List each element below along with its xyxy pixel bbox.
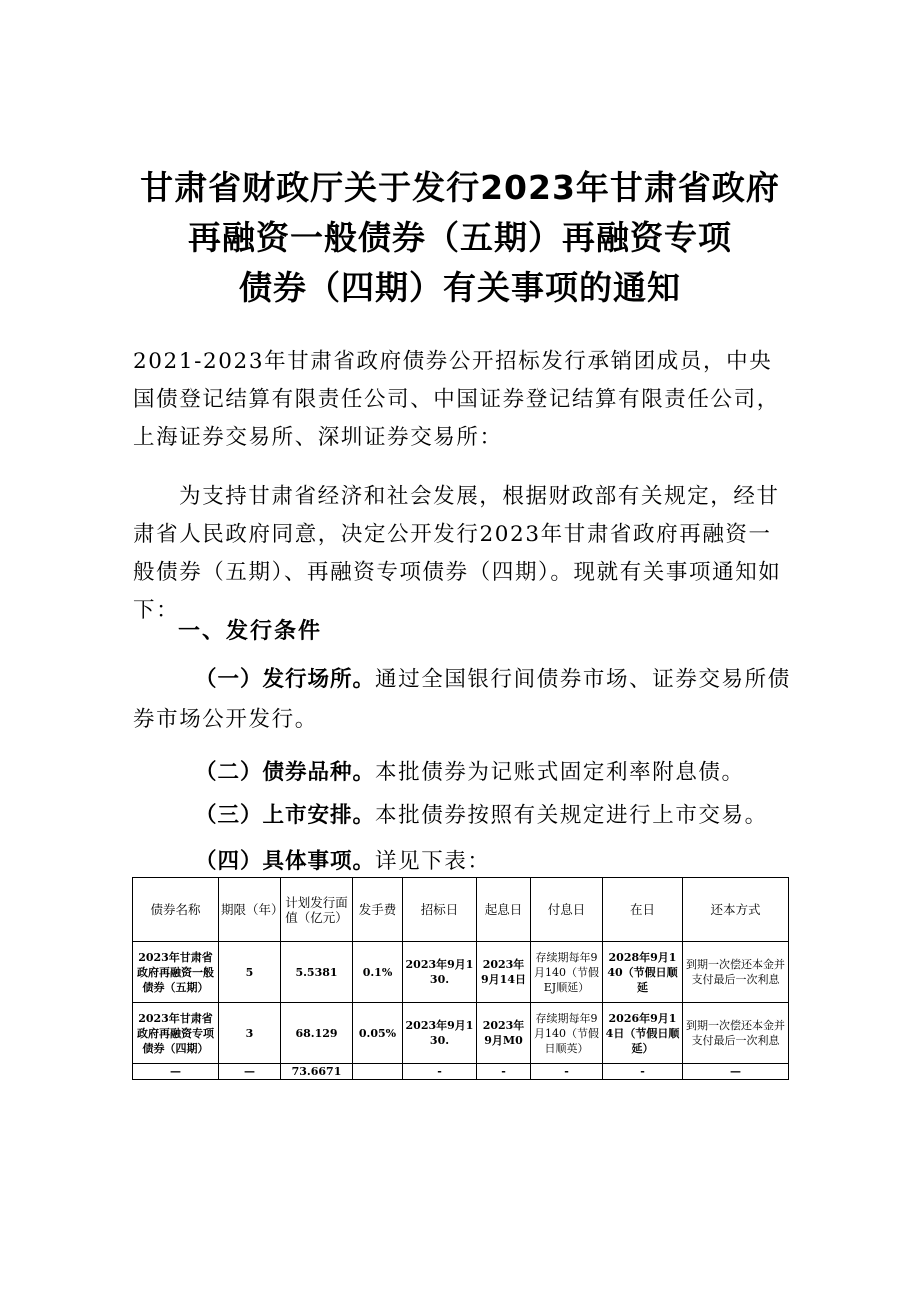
total-cell: -: [477, 1064, 531, 1080]
cell-auction-date: 2023年9月130.: [403, 1003, 477, 1064]
total-cell: —: [683, 1064, 789, 1080]
cell-term: 5: [219, 942, 281, 1003]
header-interest-date: 付息日: [531, 878, 603, 942]
table-header-row: [133, 878, 789, 942]
cell-bond-name: 2023年甘肃省政府再融资专项债券（四期）: [133, 1003, 219, 1064]
header-bond-name: 债券名称: [133, 878, 219, 942]
bond-details-table: [132, 877, 789, 1080]
header-term: 期限（年）: [219, 878, 281, 942]
cell-repayment: 到期一次偿还本金并支付最后一次利息: [683, 942, 789, 1003]
cell-interest-date: 存续期每年9月140（节假EJ顺延）: [531, 942, 603, 1003]
cell-fee: 0.05%: [353, 1003, 403, 1064]
item-lead: （二）债券品种。: [195, 760, 376, 785]
total-cell: [353, 1064, 403, 1080]
header-planned-amount: 计划发行面值（亿元）: [281, 878, 353, 942]
intro-paragraph: 为支持甘肃省经济和社会发展，根据财政部有关规定，经甘肃省人民政府同意，决定公开发行2023年甘肃省政府再融资一般债券（五期）、再融资专项债券（四期）。现就有关事项通知如下：: [133, 484, 782, 623]
item-text: 本批债券按照有关规定进行上市交易。: [375, 803, 768, 828]
header-fee: 发手费: [353, 878, 403, 942]
document-title: [60, 163, 860, 313]
header-repayment: 还本方式: [683, 878, 789, 942]
cell-term: 3: [219, 1003, 281, 1064]
section-heading-issue-conditions: 一、发行条件: [178, 619, 323, 644]
title-line-1: 甘肃省财政厅关于发行2023年甘肃省政府: [140, 168, 780, 207]
addressee-paragraph: 2021-2023年甘肃省政府债券公开招标发行承销团成员，中央国债登记结算有限责任公司、中国证券登记结算有限责任公司，上海证券交易所、深圳证券交易所：: [133, 349, 780, 450]
cell-value-date: 2023年9月M0: [477, 1003, 531, 1064]
cell-bond-name: 2023年甘肃省政府再融资一般债券（五期）: [133, 942, 219, 1003]
table-row: [133, 1003, 789, 1064]
item-lead: （三）上市安排。: [195, 803, 376, 828]
cell-maturity-date: 2028年9月140（节假日顺延: [603, 942, 683, 1003]
table-total-row: [133, 1064, 789, 1080]
header-auction-date: 招标日: [403, 878, 477, 942]
cell-value-date: 2023年9月14日: [477, 942, 531, 1003]
cell-auction-date: 2023年9月130.: [403, 942, 477, 1003]
cell-maturity-date: 2026年9月14日（节假日顺延）: [603, 1003, 683, 1064]
header-value-date: 起息日: [477, 878, 531, 942]
cell-amount: 5.5381: [281, 942, 353, 1003]
item-listing: [133, 796, 793, 836]
item-text: 本批债券为记账式固定利率附息债。: [375, 760, 745, 785]
item-lead: （四）具体事项。: [195, 849, 376, 874]
item-bond-type: [133, 753, 793, 793]
total-cell: -: [603, 1064, 683, 1080]
header-maturity-date: 在日: [603, 878, 683, 942]
item-text: 详见下表：: [375, 849, 491, 874]
cell-amount: 68.129: [281, 1003, 353, 1064]
item-details: [133, 842, 793, 882]
total-amount: 73.6671: [281, 1064, 353, 1080]
total-cell: -: [531, 1064, 603, 1080]
cell-interest-date: 存续期每年9月140（节假日顺英）: [531, 1003, 603, 1064]
item-lead: （一）发行场所。: [195, 667, 376, 692]
title-line-3: 债券（四期）有关事项的通知: [239, 268, 681, 307]
item-text: 通过全国银行间债券市场、证券交易所债券市场公开发行。: [133, 667, 791, 732]
item-issue-venue: [133, 660, 793, 740]
total-cell: —: [219, 1064, 281, 1080]
cell-repayment: 到期一次偿还本金并支付最后一次利息: [683, 1003, 789, 1064]
total-cell: -: [403, 1064, 477, 1080]
cell-fee: 0.1%: [353, 942, 403, 1003]
title-line-2: 再融资一般债券（五期）再融资专项: [188, 218, 732, 257]
table-row: [133, 942, 789, 1003]
total-cell: —: [133, 1064, 219, 1080]
